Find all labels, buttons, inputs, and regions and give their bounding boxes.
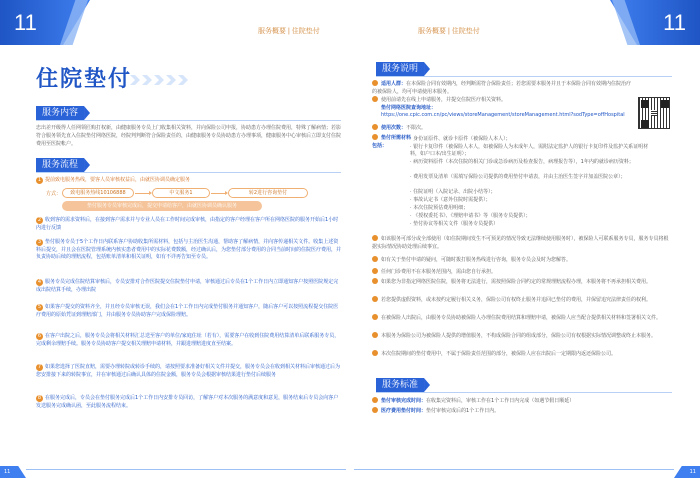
content-paragraph: 忠出差开级得人任网领匠购打权新，由健康服务专员上门收集相关资料，并向保险公司申报，协助患方办理住院费用，特殊了解病情；若影符合服务领先直入住院垫付网络医院，经院判判断符合保险责任的，由健康服务专员协助患方办理事项，健康服务中心审核后立即支付住院费用至医院帐户。 [36, 125, 342, 147]
note-item: 本次住院期间的垫付费用中，不属于保险责任范围的部分，被保险人应在出院后一定期限内返还保险公司。 [372, 350, 672, 359]
material-item: · 银行卡复印件（被保险人本人，如被保险人为未成年人，需附法定监护人的银行卡复印件及监护关系证明材料，如户口本/出生证明）； [410, 144, 649, 158]
note-item: 任何门诊费用不在本服务范围内，需由您自行承担。 [372, 268, 672, 277]
flow-step-2: 2 收到客的需求资料后，在接到客户需求并与专业人员在工作时间完成审核，由指定的客户经理在客户所在网络医院的服务开始后1小时内进行反馈 [36, 217, 339, 231]
page-number-right: 11 [663, 10, 686, 35]
flow-step-5: 5 如果客户提交的资料齐全，并且经专员审核无误，我们会在1个工作日内完成垫付服务并通知客户，随后客户可以按照流程提交住院医疗费用的原始凭证到理赔部门，并由服务专员协助客户完成保险理赔。 [36, 304, 339, 318]
flow-arrow [211, 193, 225, 194]
flow-box-phone: 致电服务热线10106888 [62, 188, 134, 198]
service-item-materials: 垫付所需材料包括： [372, 135, 412, 149]
flow-step-3: 3 垫付服务专员于5个工作日内联系客户协助收集所需材料，包括与主治医生沟通，帮助客了解病情，并向客传递相关文件。收集上述资料后提交，并且会在医院管理系统内核实患者费用中的实际花费数额，经过确认后，为您垫付部分费用的合同当前时间的住院医疗费用，并负责协助后续的理赔流程，包括账单清单和相关证明，如有不详再告知至专员。 [36, 239, 342, 260]
page-number-left: 11 [14, 10, 37, 35]
divider [36, 120, 341, 121]
flow-box-right: 转2进行咨询垫付 [228, 188, 308, 198]
footer-line-right [354, 469, 674, 470]
section-heading-service: 服务说明 [376, 62, 424, 76]
chevron-decoration [130, 70, 340, 82]
material-item: · 住院证明（入院记录、出院小结等）； [410, 189, 496, 195]
qr-code [638, 97, 670, 129]
material-item: · 《授权委托书》、《理赔申请书》等（服务专员提供）； [410, 213, 531, 219]
flow-step-6: 6 在客户出院之后，服务专员会将相关材料汇总送至客户的单位/家庭住址（若有），需要客户在收到住院费用结算清单后联系服务专员，完成剩余理赔手续。服务专员协助客户提交相关理赔申请材料，并跟进理赔进度直至结案。 [36, 333, 340, 347]
flow-box-bottom: 垫付服务专员审核完成后，提交申请给客户，由就医协调员确认服务 [62, 201, 262, 211]
header-breadcrumb-right: 服务概要 | 住院垫付 [418, 28, 480, 35]
standard-item-review-time: 垫付审核完成时间：在收集完资料后，审核工作在1个工作日内完成（如遇节假日顺延） [372, 397, 672, 406]
section-heading-standard: 服务标准 [376, 378, 424, 392]
service-item-eligibility: 适用人群：在本保险合同有效期内，经判断需符合保险责任；若您需要本服务并且于本保险合同有效期内住院治疗的被保险人，均可申请使用本服务。 [372, 81, 632, 95]
footer-corner-right [674, 466, 700, 478]
flow-chart-label: 方式： [46, 191, 62, 197]
divider [36, 172, 341, 173]
material-item: · 病历资料原件（本次住院的相关门诊或急诊病历及检查报告，病理报告等），1年内的就诊病历资料； [410, 159, 634, 165]
note-item: 如有关于垫付申请的疑问，可随时拨打服务热线进行咨询，服务专员会及时为您解答。 [372, 256, 672, 265]
flow-step-1: 1 提前致电服务热线，要客人员审核权益后，由就医协调员确定服务 [37, 177, 191, 183]
note-item: 本服务为保险公司为被保险人提供的增值服务，不构成保险合同的组成部分，保险公司有权根据实际情况调整或终止本服务。 [372, 332, 672, 341]
footer-page-number-left: 11 [4, 469, 11, 475]
footer-page-number-right: 11 [689, 469, 696, 475]
flow-step-8: 8 在服务完成后，专员会在垫付服务完成后1个工作日内安排专员回访，了解客户对本次服务的满意度和意见，服务结束后专员会向客户发送服务完成确认函，至此服务流程结束。 [36, 395, 339, 409]
hospital-query-link[interactable]: https://one.cpic.com.cn/pc/views/storeManagement/storeManagement.html?sodType=offHospital [381, 112, 625, 118]
flow-step-7: 7 如果您选择了医院直赔，需要办理转院或转诊手续的，请按照要求准备好相关文件并提交，服务专员会在收到相关材料后审核通过后为您安排接下来的转院事宜，并在审核通过后确认具体的住院金额，服务专员会根据审核结果进行垫付后续服务 [36, 364, 341, 378]
service-item-usage: 使用次数：不限次。 [372, 124, 632, 133]
service-item-hospital-query: 垫付网络医院查询地址： [381, 105, 437, 111]
material-item: · 垫付协议等相关文件（服务专员提供） [410, 221, 499, 227]
note-item: 如果您为非指定网络医院住院，服务将无法进行，需按照保险合同约定的常规理赔流程办理，本服务将不再承担相关费用。 [372, 278, 672, 287]
header-breadcrumb-left: 服务概要 | 住院垫付 [258, 28, 320, 35]
divider [376, 76, 672, 77]
material-item: · 费用发票及清单（需填写保险公司提供的费用垫付申请表，并由主治医生签字并加盖医院公章）； [410, 174, 626, 180]
standard-item-payment-time: 医疗费用垫付时间：垫付审核完成后的1个工作日内。 [372, 407, 672, 416]
note-item: 若您提供虚假资料，或未按约定履行相关义务，保险公司有权终止服务并追回已垫付的费用，并保留追究法律责任的权利。 [372, 296, 672, 305]
flow-arrow [135, 193, 149, 194]
material-item: · 身份证原件、就诊卡原件（被保险人本人）； [410, 136, 511, 142]
footer-line-left [26, 469, 346, 470]
divider [376, 392, 672, 393]
note-item: 如该服务可部分或全部使用（如住院期间发生不可预见的情况导致无法继续使用服务时），被保险人可联系服务专员，服务专员将根据实际情况协助处理后续事宜。 [372, 236, 669, 250]
flow-box-middle: 中文服务1 [152, 188, 210, 198]
material-item: · 事故认定书（意外住院时需提供）； [410, 197, 491, 203]
note-item: 在被保险人出院后，由服务专员协助被保险人办理住院费用结算和理赔申请，被保险人应当配合提供相关材料和签署相关文件。 [372, 314, 672, 323]
flow-step-4: 4 服务专员完成住院结算审核后，专员安排对合作医院提交住院垫付申请，审核通过后专员在1个工作日内立即通知客户按照医院规定完成出院结算手续，办理出院 [36, 279, 339, 293]
page-title: 住院垫付 [36, 67, 133, 92]
section-heading-flow: 服务流程 [36, 158, 84, 172]
service-item-apply: 使用前请先在线上申请服务，并提交住院医疗相关资料。 [372, 96, 632, 105]
material-item: · 本次住院预估费用明细； [410, 205, 469, 211]
section-heading-content: 服务内容 [36, 106, 84, 120]
